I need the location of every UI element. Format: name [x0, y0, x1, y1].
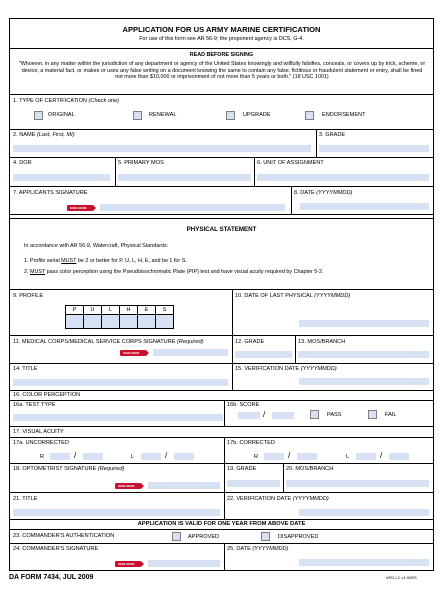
- corrected-l-numerator[interactable]: [356, 453, 376, 460]
- profile-u-field[interactable]: [84, 315, 102, 329]
- corrected-l-slash: /: [380, 451, 383, 460]
- corrected-r-slash: /: [288, 451, 291, 460]
- visual-acuity-label: 17. VISUAL ACUITY: [13, 429, 64, 435]
- date-of-last-physical-field[interactable]: [299, 320, 429, 327]
- optometrist-grade-label: 19. GRADE: [227, 466, 257, 472]
- divider: [10, 543, 433, 544]
- uncorrected-l-numerator[interactable]: [141, 453, 161, 460]
- grade-label: 3. GRADE: [319, 132, 346, 138]
- profile-table: [65, 305, 174, 329]
- divider: [10, 289, 433, 290]
- test-type-label: 16a. TEST TYPE: [13, 402, 56, 408]
- profile-column-u: U: [84, 306, 102, 315]
- score-denominator-field[interactable]: [272, 412, 294, 419]
- profile-column-l: L: [102, 306, 120, 315]
- optometrist-mos-branch-label: 20. MOS/BRANCH: [286, 466, 334, 472]
- divider: [10, 48, 433, 49]
- primary-mos-label: 5. PRIMARY MOS: [118, 160, 164, 166]
- optometrist-verification-date-label: 22. VERIFICATION DATE (YYYYMMDD): [227, 496, 329, 502]
- mos-branch-label: 13. MOS/BRANCH: [298, 339, 346, 345]
- optometrist-signature-label: 18. OPTOMETRIST SIGNATURE (Required): [13, 466, 125, 472]
- profile-column-e: E: [138, 306, 156, 315]
- validity-notice: APPLICATION IS VALID FOR ONE YEAR FROM ABOVE DATE: [137, 521, 306, 527]
- physical-line-1: 1. Profile serial MUST be 2 or better for P, U, L, H, E, and be 1 for S.: [24, 258, 187, 264]
- unit-of-assignment-field[interactable]: [257, 174, 429, 181]
- form-frame: [9, 18, 434, 571]
- commander-signature-label: 24. COMMANDER'S SIGNATURE: [13, 546, 99, 552]
- uncorrected-r-numerator[interactable]: [50, 453, 70, 460]
- grade-field[interactable]: [319, 145, 429, 152]
- fail-checkbox[interactable]: [368, 410, 377, 419]
- divider: [10, 390, 433, 391]
- divider: [10, 426, 433, 427]
- profile-l-field[interactable]: [102, 315, 120, 329]
- form-id: DA FORM 7434, JUL 2009: [9, 574, 94, 581]
- commander-date-field[interactable]: [299, 559, 429, 566]
- divider: [254, 157, 255, 186]
- test-type-field[interactable]: [13, 414, 223, 421]
- upgrade-checkbox[interactable]: [226, 111, 235, 120]
- applicant-signature-field[interactable]: [100, 204, 285, 211]
- medical-grade-field[interactable]: [235, 351, 292, 358]
- uncorrected-r-slash: /: [74, 451, 77, 460]
- profile-e-field[interactable]: [138, 315, 156, 329]
- primary-mos-field[interactable]: [118, 174, 251, 181]
- form-version: APD LC v1.00ES: [386, 575, 417, 580]
- profile-column-s: S: [156, 306, 174, 315]
- profile-column-p: P: [66, 306, 84, 315]
- endorsement-label: ENDORSEMENT: [322, 112, 366, 118]
- sign-here-tab: SIGN HERE: [115, 561, 141, 567]
- commander-date-label: 25. DATE (YYYYMMDD): [227, 546, 289, 552]
- divider: [10, 94, 433, 95]
- mos-branch-field[interactable]: [298, 351, 429, 358]
- corrected-r-numerator[interactable]: [264, 453, 284, 460]
- divider: [295, 335, 296, 363]
- divider: [316, 129, 317, 157]
- profile-label: 9. PROFILE: [13, 293, 44, 299]
- divider: [224, 400, 225, 426]
- corrected-l-label: L: [346, 454, 350, 460]
- optometrist-grade-field[interactable]: [227, 480, 280, 487]
- renewal-checkbox[interactable]: [133, 111, 142, 120]
- name-field[interactable]: [13, 145, 311, 152]
- score-slash: /: [263, 410, 266, 419]
- divider: [224, 543, 225, 571]
- divider: [10, 218, 433, 219]
- uncorrected-r-label: R: [40, 454, 45, 460]
- divider: [10, 400, 433, 401]
- optometrist-title-field[interactable]: [13, 509, 220, 516]
- divider: [10, 157, 433, 158]
- divider: [10, 214, 433, 215]
- physical-line-2: 2. MUST pass color perception using the Pseudoisochromatic Plate (PIP) test and have visual acuity required by Chapter 5-2.: [24, 269, 324, 275]
- profile-column-h: H: [120, 306, 138, 315]
- divider: [10, 186, 433, 187]
- approved-label: APPROVED: [188, 534, 220, 540]
- dor-field[interactable]: [13, 174, 110, 181]
- commander-authentication-label: 23. COMMANDER'S AUTHENTICATION: [13, 533, 115, 539]
- corrected-label: 17b. CORRECTED: [227, 440, 275, 446]
- divider: [10, 335, 433, 336]
- sign-here-tab: SIGN HERE: [115, 483, 141, 489]
- divider: [232, 363, 233, 390]
- sign-here-tab: SIGN HERE: [67, 205, 93, 211]
- optometrist-mos-branch-field[interactable]: [286, 480, 429, 487]
- disapproved-label: DISAPPROVED: [278, 534, 319, 540]
- uncorrected-l-slash: /: [165, 451, 168, 460]
- original-checkbox[interactable]: [34, 111, 43, 120]
- profile-p-field[interactable]: [66, 315, 84, 329]
- divider: [224, 463, 225, 492]
- optometrist-signature-field[interactable]: [148, 482, 220, 489]
- uncorrected-r-denominator[interactable]: [83, 453, 103, 460]
- divider: [10, 519, 433, 520]
- divider: [283, 463, 284, 492]
- uncorrected-l-label: L: [131, 454, 135, 460]
- optometrist-title-label: 21. TITLE: [13, 496, 38, 502]
- divider: [10, 529, 433, 530]
- medical-grade-label: 12. GRADE: [235, 339, 265, 345]
- name-label: 2. NAME (Last, First, MI): [13, 132, 75, 138]
- corrected-l-denominator[interactable]: [389, 453, 409, 460]
- physical-intro: In accordance with AR 56-9, Watercraft, Physical Standards:: [24, 243, 169, 249]
- pass-checkbox[interactable]: [310, 410, 319, 419]
- warning-heading: READ BEFORE SIGNING: [189, 52, 254, 58]
- unit-of-assignment-label: 6. UNIT OF ASSIGNMENT: [257, 160, 324, 166]
- divider: [224, 492, 225, 519]
- upgrade-label: UPGRADE: [243, 112, 271, 118]
- corrected-r-denominator[interactable]: [297, 453, 317, 460]
- type-of-certification-label: 1. TYPE OF CERTIFICATION (Check one): [13, 98, 120, 104]
- pass-label: PASS: [327, 412, 342, 418]
- approved-checkbox[interactable]: [172, 532, 181, 541]
- medical-title-field[interactable]: [13, 379, 228, 386]
- applicant-signature-label: 7. APPLICANTS SIGNATURE: [13, 190, 88, 196]
- divider: [115, 157, 116, 186]
- date-of-last-physical-label: 10. DATE OF LAST PHYSICAL (YYYYMMDD): [235, 293, 351, 299]
- medical-corps-signature-label: 11. MEDICAL CORPS/MEDICAL SERVICE CORPS SIGNATURE (Required): [13, 339, 204, 345]
- divider: [232, 289, 233, 335]
- uncorrected-l-denominator[interactable]: [174, 453, 194, 460]
- physical-statement-heading: PHYSICAL STATEMENT: [186, 226, 257, 233]
- divider: [10, 437, 433, 438]
- original-label: ORIGINAL: [48, 112, 75, 118]
- uncorrected-label: 17a. UNCORRECTED: [13, 440, 69, 446]
- warning-text: "Whoever, in any matter within the jurisdiction of any department or agency of the United States knowingly and willfully falsifies, conceals, or covers up by trick, scheme, or device, a material fact, or makes or uses any false writing on a document knowing the same to contain any false, fictitious or fraudulent statement or entry, shall be fined not more than $10,000 or imprisonment of not more than 5 years or both." (18 USC 1001): [18, 61, 426, 81]
- disapproved-checkbox[interactable]: [261, 532, 270, 541]
- score-label: 16b. SCORE: [227, 402, 260, 408]
- divider: [10, 129, 433, 130]
- profile-s-field[interactable]: [156, 315, 174, 329]
- fail-label: FAIL: [385, 412, 397, 418]
- commander-signature-field[interactable]: [148, 560, 220, 567]
- date-label: 8. DATE (YYYYMMDD): [294, 190, 353, 196]
- renewal-label: RENEWAL: [149, 112, 177, 118]
- verification-date-field[interactable]: [299, 378, 429, 385]
- color-perception-label: 16. COLOR PERCEPTION: [13, 392, 81, 398]
- corrected-r-label: R: [254, 454, 259, 460]
- form-title: APPLICATION FOR US ARMY MARINE CERTIFICATION: [122, 25, 321, 34]
- form-subtitle: For use of this form see AR 56-9; the proponent agency is DCS, G-4.: [139, 36, 304, 42]
- dor-label: 4. DOR: [13, 160, 32, 166]
- score-numerator-field[interactable]: [238, 412, 260, 419]
- divider: [10, 363, 433, 364]
- divider: [10, 463, 433, 464]
- date-field[interactable]: [300, 203, 429, 210]
- medical-title-label: 14. TITLE: [13, 366, 38, 372]
- divider: [232, 335, 233, 363]
- profile-h-field[interactable]: [120, 315, 138, 329]
- medical-corps-signature-field[interactable]: [153, 349, 228, 356]
- endorsement-checkbox[interactable]: [305, 111, 314, 120]
- sign-here-tab: SIGN HERE: [120, 350, 146, 356]
- divider: [291, 186, 292, 214]
- divider: [224, 437, 225, 463]
- divider: [10, 492, 433, 493]
- verification-date-label: 15. VERIFICATION DATE (YYYYMMDD): [235, 366, 337, 372]
- optometrist-verification-date-field[interactable]: [299, 509, 429, 516]
